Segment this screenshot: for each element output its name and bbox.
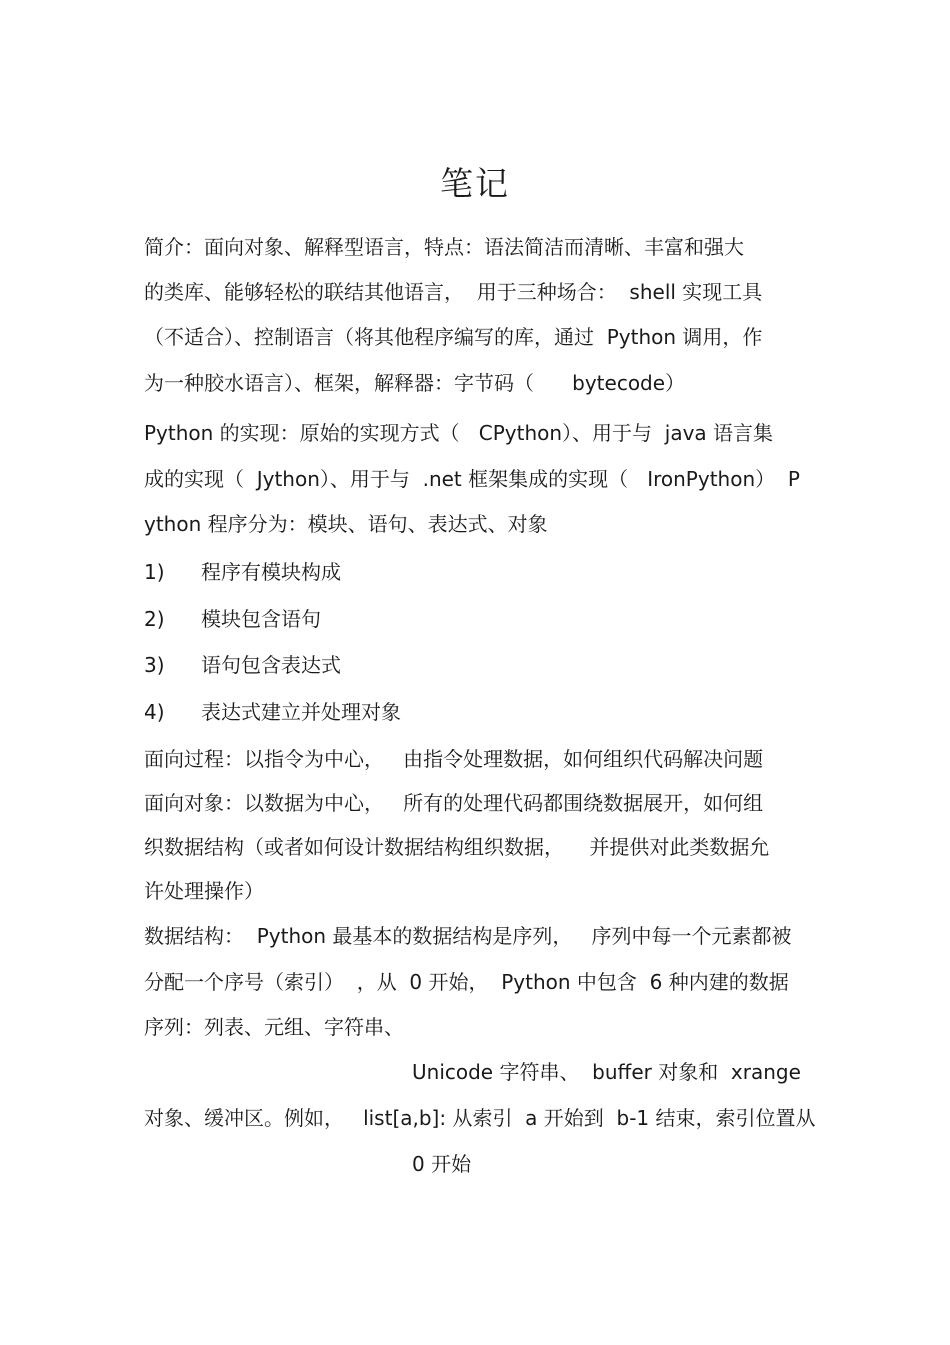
page-title: 笔记 (440, 164, 510, 203)
list-item-text: 语句包含表达式 (201, 653, 341, 677)
paragraph-line: Unicode 字符串、 buffer 对象和 xrange (412, 1060, 801, 1084)
paragraph-line: 序列：列表、元组、字符串、 (144, 1015, 404, 1039)
list-item-number: 1) (144, 560, 165, 584)
list-item-number: 3) (144, 653, 165, 677)
list-item-text: 模块包含语句 (201, 607, 321, 631)
paragraph-line: 为一种胶水语言）、框架，解释器：字节码（ bytecode） (144, 371, 686, 395)
list-item-number: 4) (144, 700, 165, 724)
paragraph-line: 的类库、能够轻松的联结其他语言， 用于三种场合： shell 实现工具 (144, 280, 763, 304)
paragraph-line: 面向过程：以指令为中心， 由指令处理数据，如何组织代码解决问题 (144, 747, 764, 771)
paragraph-line: 许处理操作） (144, 879, 264, 903)
paragraph-line: 分配一个序号（索引） ，从 0 开始， Python 中包含 6 种内建的数据 (144, 970, 789, 994)
paragraph-line: ython 程序分为：模块、语句、表达式、对象 (144, 512, 548, 536)
paragraph-line: Python 的实现：原始的实现方式（ CPython）、用于与 java 语言集 (144, 421, 774, 445)
paragraph-line: 对象、缓冲区。例如， list[a,b]: 从索引 a 开始到 b-1 结束，索引位置从 (144, 1106, 816, 1130)
paragraph-line: 0 开始 (412, 1152, 472, 1176)
list-item-text: 程序有模块构成 (201, 560, 341, 584)
paragraph-line: （不适合）、控制语言（将其他程序编写的库，通过 Python 调用，作 (144, 325, 763, 349)
list-item-text: 表达式建立并处理对象 (201, 700, 401, 724)
paragraph-line: 面向对象：以数据为中心， 所有的处理代码都围绕数据展开，如何组 (144, 791, 764, 815)
paragraph-line: 数据结构： Python 最基本的数据结构是序列， 序列中每一个元素都被 (144, 924, 792, 948)
paragraph-line: 简介：面向对象、解释型语言，特点：语法简洁而清晰、丰富和强大 (144, 235, 744, 259)
paragraph-line: 成的实现（ Jython）、用于与 .net 框架集成的实现（ IronPython） P (144, 467, 800, 491)
paragraph-line: 织数据结构（或者如何设计数据结构组织数据， 并提供对此类数据允 (144, 835, 770, 859)
list-item-number: 2) (144, 607, 165, 631)
